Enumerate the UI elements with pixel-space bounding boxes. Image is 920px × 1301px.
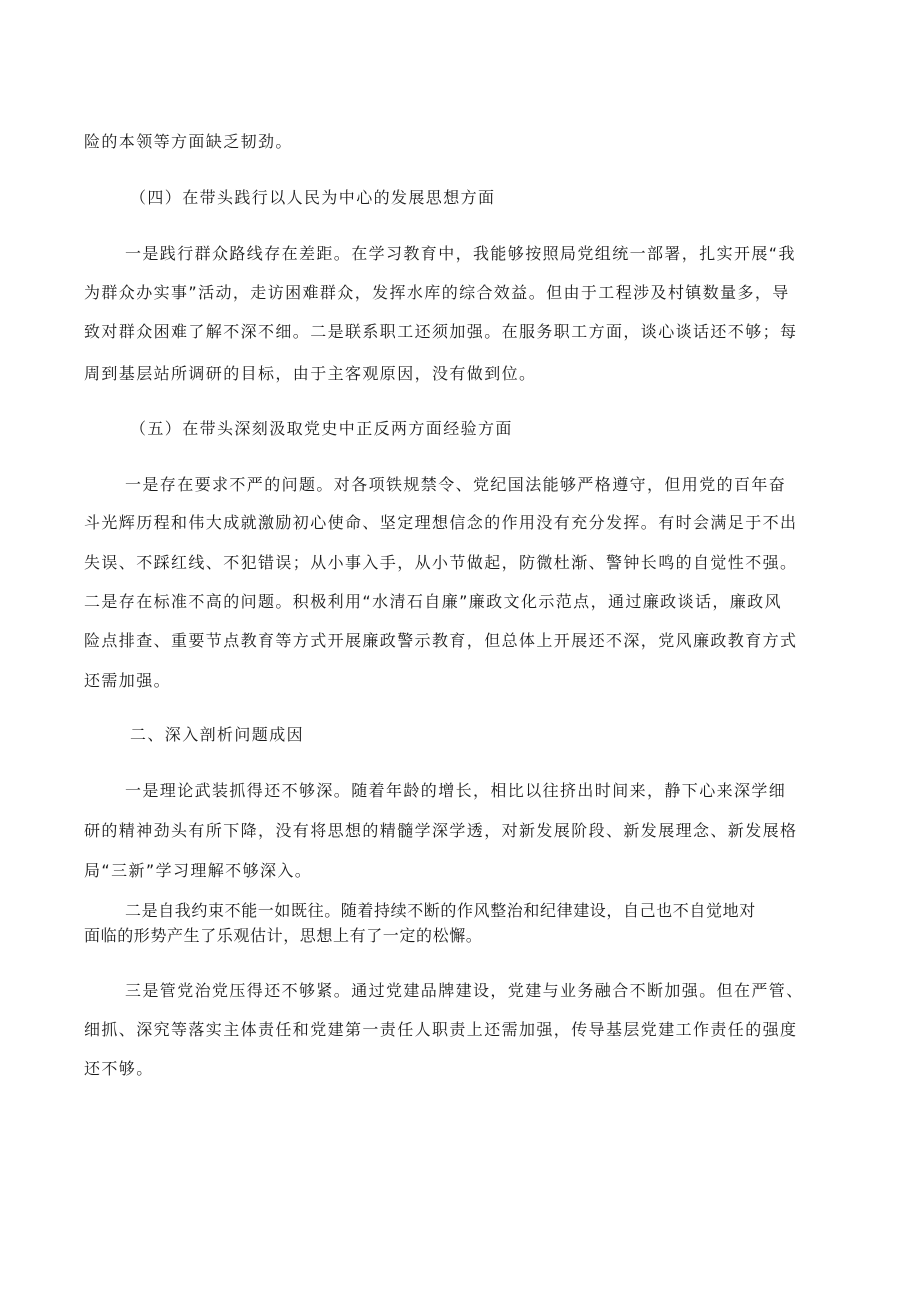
- paragraph-line: 三是管党治党压得还不够紧。通过党建品牌建设，党建与业务融合不断加强。但在严管、: [125, 981, 804, 1000]
- paragraph-line: 二是自我约束不能一如既往。随着持续不断的作风整治和纪律建设，自己也不自觉地对: [125, 901, 756, 920]
- paragraph-line: 面临的形势产生了乐观估计，思想上有了一定的松懈。: [84, 926, 483, 945]
- paragraph-line: 还需加强。: [84, 671, 172, 690]
- paragraph-line: 局“三新”学习理解不够深入。: [84, 861, 313, 880]
- section-heading: 二、深入剖析问题成因: [130, 725, 305, 744]
- paragraph-line: 细抓、深究等落实主体责任和党建第一责任人职责上还需加强，传导基层党建工作责任的强度: [84, 1020, 798, 1039]
- paragraph-line: 研的精神劲头有所下降，没有将思想的精髓学深学透，对新发展阶段、新发展理念、新发展格: [84, 821, 798, 840]
- section-heading: （四）在带头践行以人民为中心的发展思想方面: [130, 188, 496, 207]
- paragraph-line: 险点排查、重要节点教育等方式开展廉政警示教育，但总体上开展还不深，党风廉政教育方式: [84, 631, 798, 650]
- paragraph-line: 周到基层站所调研的目标，由于主客观原因，没有做到位。: [84, 364, 537, 383]
- paragraph-line: 斗光辉历程和伟大成就激励初心使命、坚定理想信念的作用没有充分发挥。有时会满足于不出: [84, 513, 798, 532]
- paragraph-line: 一是践行群众路线存在差距。在学习教育中，我能够按照局党组统一部署，扎实开展“我: [125, 244, 796, 263]
- paragraph-line: 还不够。: [84, 1059, 154, 1078]
- section-heading: （五）在带头深刻汲取党史中正反两方面经验方面: [130, 419, 513, 438]
- paragraph-line: 为群众办实事”活动，走访困难群众，发挥水库的综合效益。但由于工程涉及村镇数量多，导: [84, 283, 790, 302]
- paragraph-line: 险的本领等方面缺乏韧劲。: [84, 132, 293, 151]
- paragraph-line: 失误、不踩红线、不犯错误；从小事入手，从小节做起，防微杜渐、警钟长鸣的自觉性不强。: [84, 553, 798, 572]
- paragraph-line: 一是理论武装抓得还不够深。随着年龄的增长，相比以往挤出时间来，静下心来深学细: [125, 781, 787, 800]
- paragraph-line: 一是存在要求不严的问题。对各项铁规禁令、党纪国法能够严格遵守，但用党的百年奋: [125, 475, 787, 494]
- paragraph-line: 二是存在标准不高的问题。积极利用“水清石自廉”廉政文化示范点，通过廉政谈话，廉政风: [84, 592, 782, 611]
- paragraph-line: 致对群众困难了解不深不细。二是联系职工还须加强。在服务职工方面，谈心谈话还不够；每: [84, 322, 798, 341]
